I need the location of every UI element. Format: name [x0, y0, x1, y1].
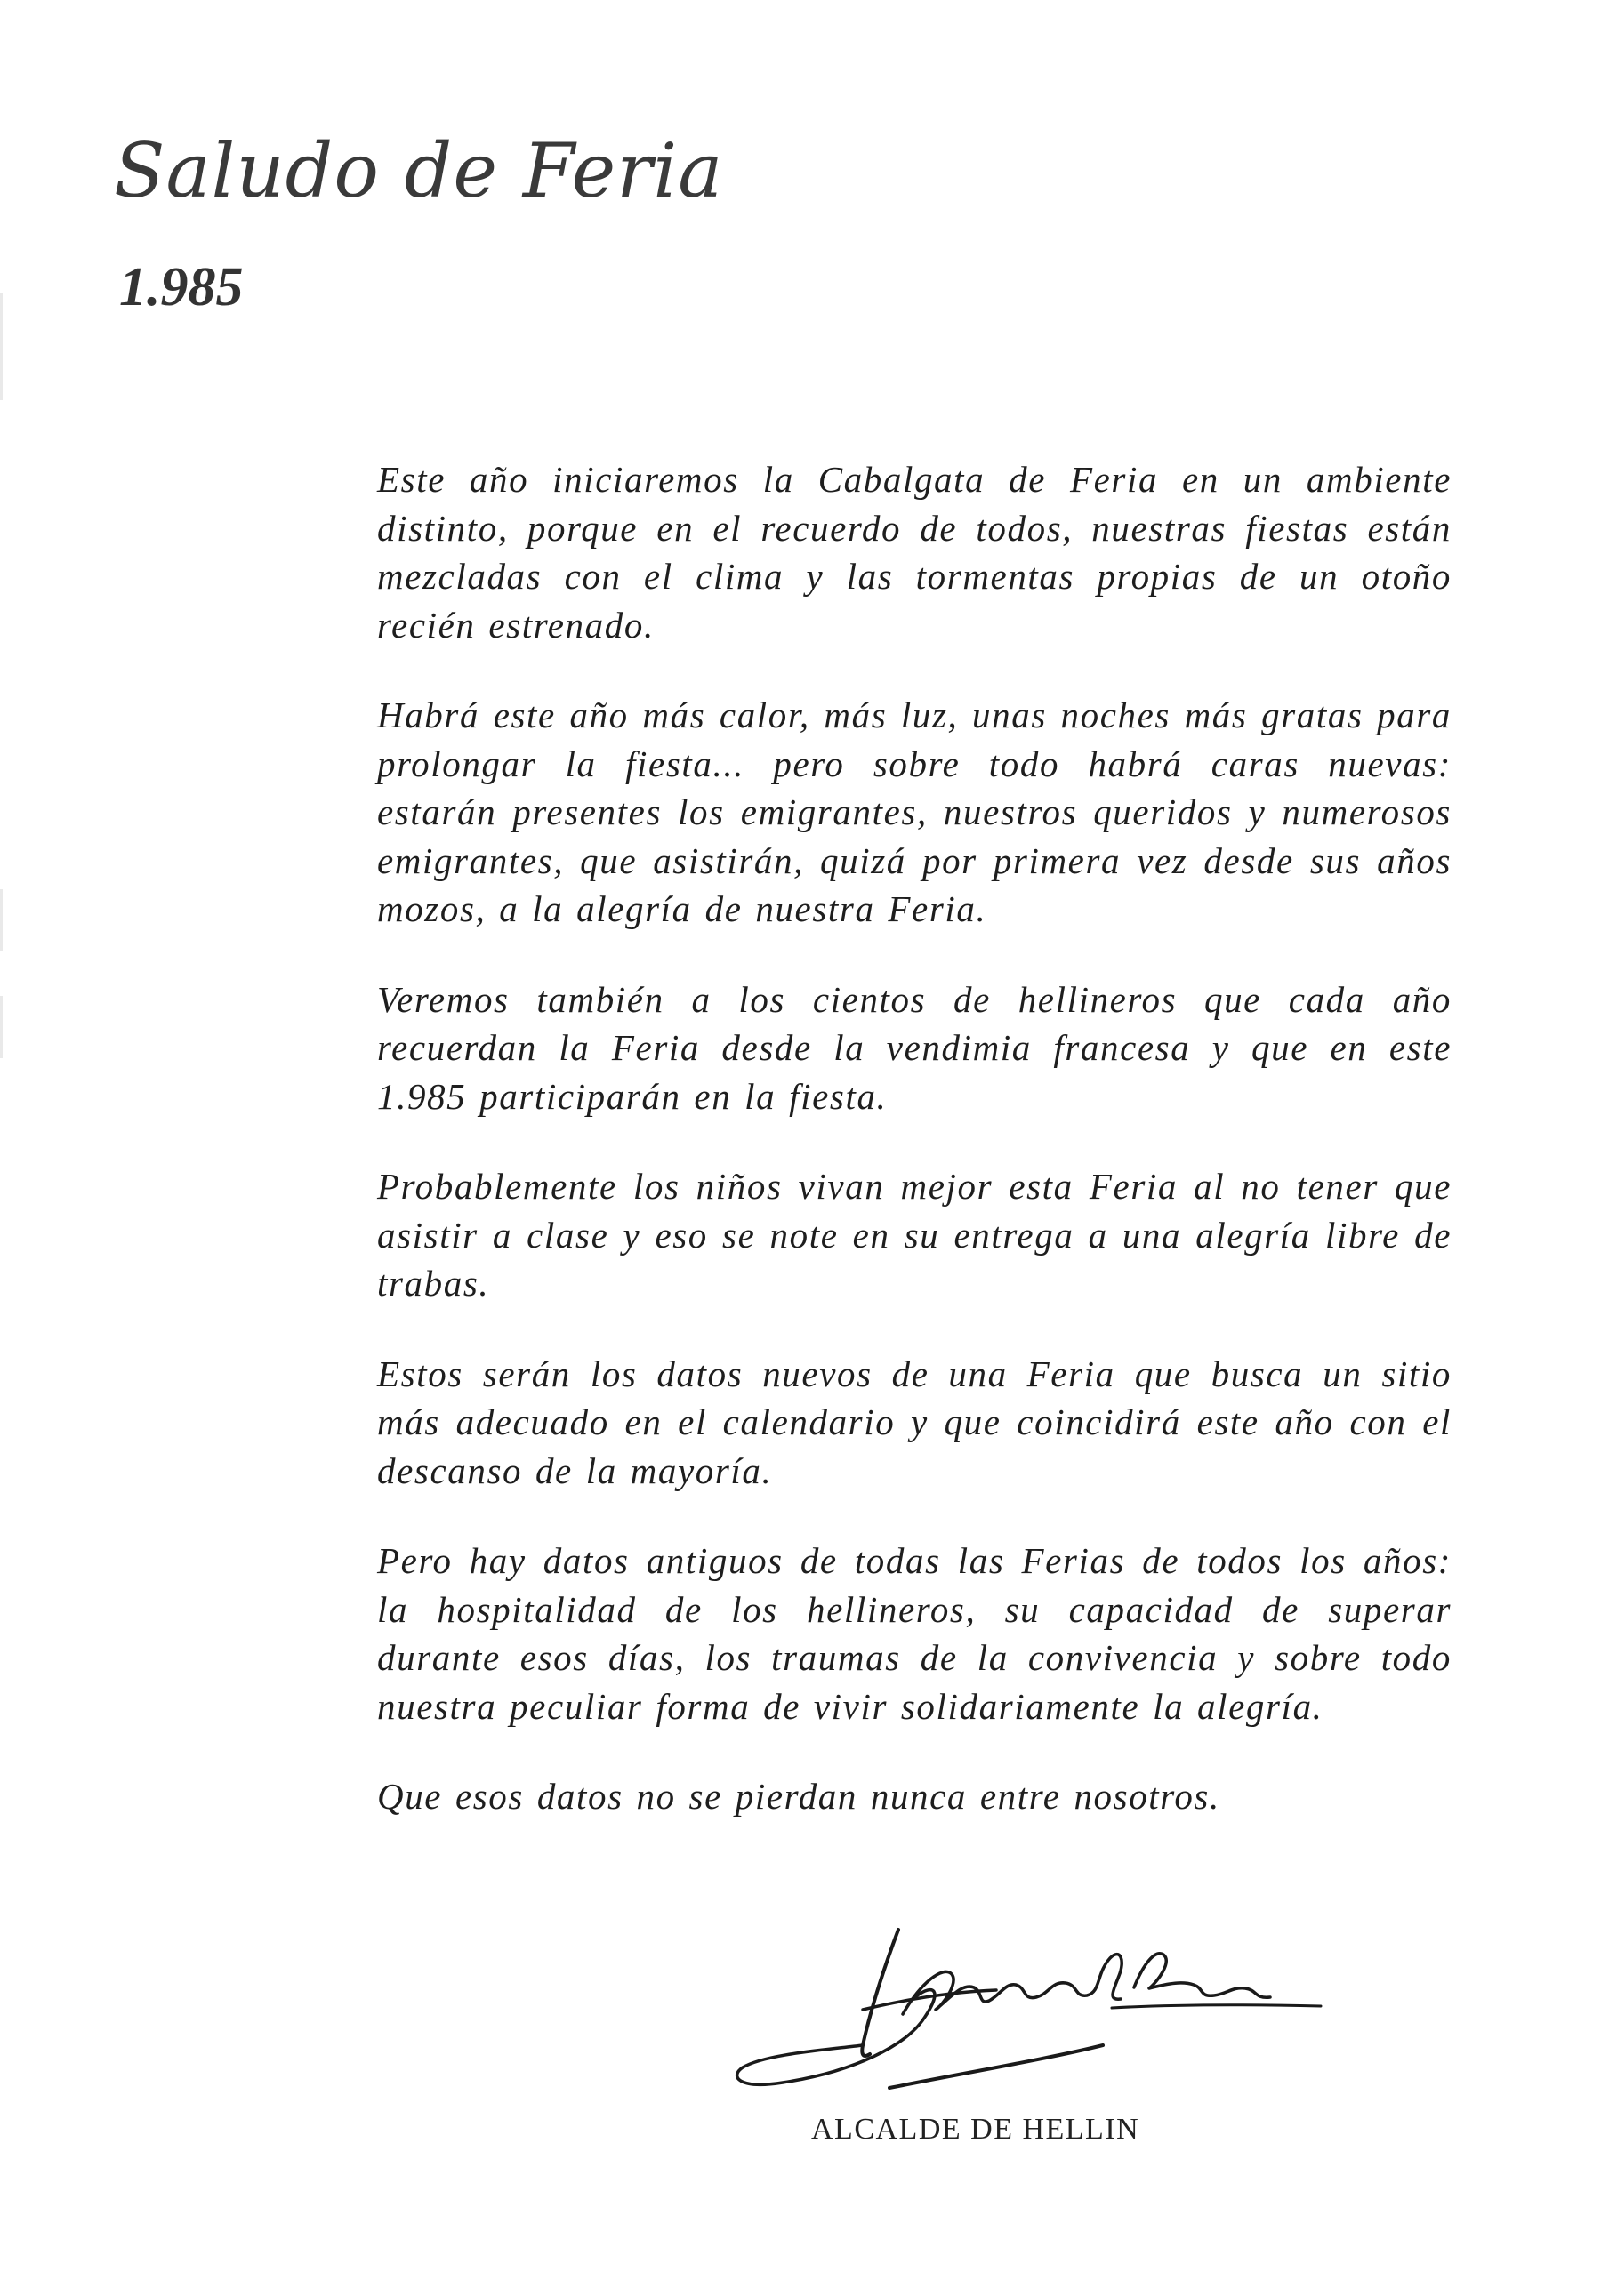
handwritten-signature-icon [729, 1912, 1334, 2099]
letter-paragraph: Estos serán los datos nuevos de una Feria que busca un sitio más adecuado en el calendario y que coincidirá este año con el descanso de la mayoría. [377, 1353, 1452, 1491]
scan-edge-mark [0, 996, 3, 1058]
scan-edge-mark [0, 293, 3, 400]
letter-paragraph: Veremos también a los cientos de hellineros que cada año recuerdan la Feria desde la vendimia francesa y que en este 1.985 participarán en la fiesta. [377, 978, 1452, 1117]
letter-paragraph: Este año iniciaremos la Cabalgata de Feria en un ambiente distinto, porque en el recuerdo de todos, nuestras fiestas están mezcladas con el clima y las tormentas propias de un otoño recién estrenado. [377, 459, 1452, 646]
letter-paragraph: Pero hay datos antiguos de todas las Ferias de todos los años: la hospitalidad de los hellineros, su capacidad de superar durante esos días, los traumas de la convivencia y sobre todo nuestra peculiar forma de vivir solidariamente la alegría. [377, 1540, 1452, 1727]
signature-stroke [737, 1990, 935, 2085]
signer-title: ALCALDE DE HELLIN [811, 2113, 1140, 2146]
signature-stroke [903, 1955, 1122, 2014]
page-title: Saludo de Feria [114, 127, 724, 214]
scan-edge-mark [0, 889, 3, 951]
signature-stroke [1112, 2005, 1321, 2008]
signature-stroke [862, 1930, 898, 2056]
letter-paragraph: Habrá este año más calor, más luz, unas noches más gratas para prolongar la fiesta... pero sobre todo habrá caras nuevas: estarán presentes los emigrantes, nuestros queridos y numerosos emigrantes, que asistirán, quizá por primera vez desde sus años mozos, a la alegría de nuestra Feria. [377, 694, 1452, 929]
letter-body [377, 455, 1452, 1863]
document-year: 1.985 [119, 257, 244, 317]
signature-stroke [1134, 1954, 1270, 1997]
letter-paragraph: Probablemente los niños vivan mejor esta Feria al no tener que asistir a clase y eso se note en su entrega a una alegría libre de trabas. [377, 1166, 1452, 1304]
letter-paragraph: Que esos datos no se pierdan nunca entre nosotros. [377, 1776, 1220, 1817]
signature-stroke [889, 2045, 1103, 2088]
